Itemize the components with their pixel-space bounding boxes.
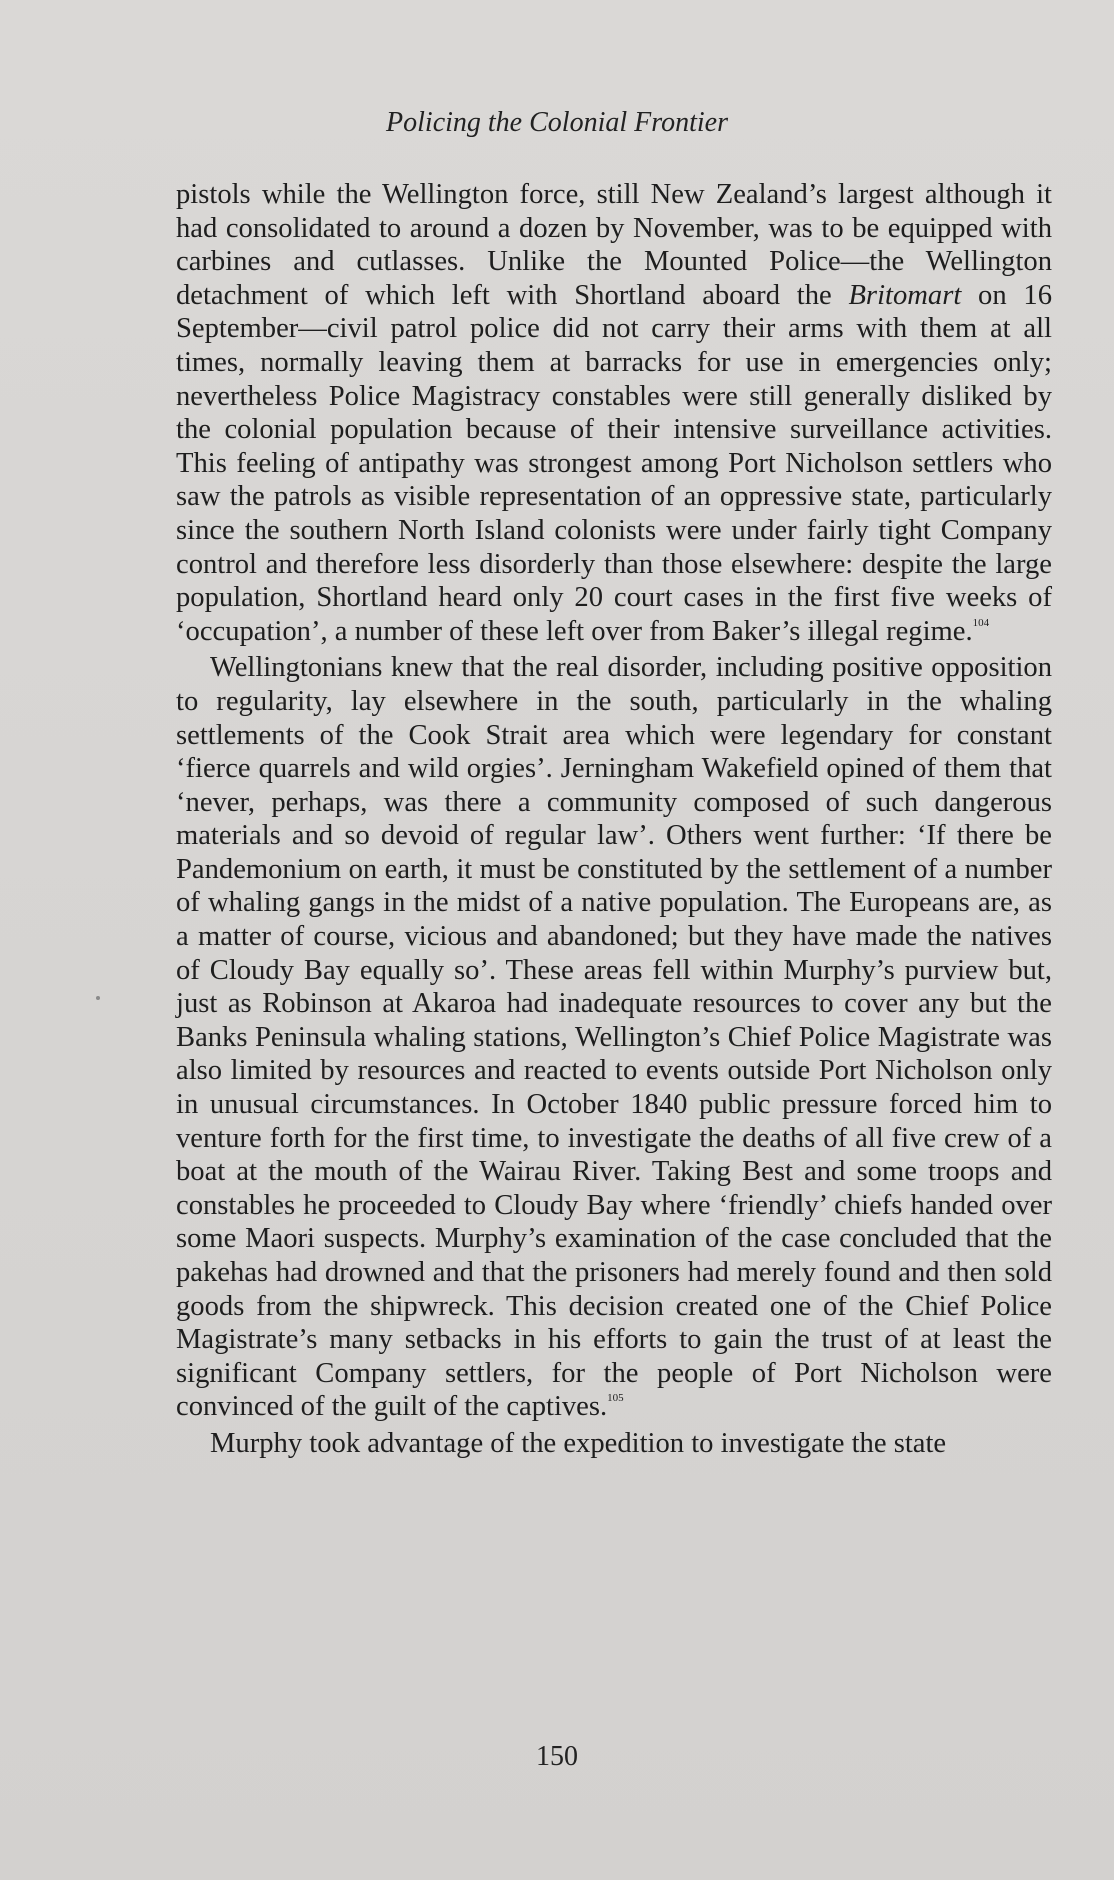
paragraph-3	[176, 1427, 1052, 1461]
footnote-marker-105: 105	[607, 1392, 624, 1405]
paragraph-2	[176, 651, 1052, 1424]
paragraph-3-text: Murphy took advantage of the expedition to investigate the state	[210, 1427, 947, 1459]
running-head: Policing the Colonial Frontier	[386, 107, 728, 138]
ship-name: Britomart	[848, 279, 962, 311]
margin-speck	[96, 996, 100, 1000]
footnote-marker-104: 104	[972, 616, 990, 629]
paragraph-1-text-b: on 16 September—civil patrol police did not carry their arms with them at all times, normally leaving them at barracks for use in emergencies only; nevertheless Police Magistracy constables were still generally disliked by the colonial population because of their intensive surveillance activities. This feeling of antipathy was strongest among Port Nicholson settlers who saw the patrols as visible representation of an oppressive state, particularly since the southern North Island colonists were under fairly tight Company control and therefore less disorderly than those elsewhere: despite the large population, Shortland heard only 20 court cases in the first five weeks of ‘occupation’, a number of these left over from Baker’s illegal regime.	[176, 279, 1052, 647]
paragraph-2-text: Wellingtonians knew that the real disorder, including positive opposition to regularity, lay elsewhere in the south, particularly in the whaling settlements of the Cook Strait area which were legendary for constant ‘fierce quarrels and wild orgies’. Jerningham Wakefield opined of them that ‘never, perhaps, was there a community composed of such dangerous materials and so devoid of regular law’. Others went further: ‘If there be Pandemonium on earth, it must be constituted by the settlement of a number of whaling gangs in the midst of a native population. The Europeans are, as a matter of course, vicious and abandoned; but they have made the natives of Cloudy Bay equally so’. These areas fell within Murphy’s purview but, just as Robinson at Akaroa had inadequate resources to cover any but the Banks Peninsula whaling stations, Wellington’s Chief Police Magistrate was also limited by resources and reacted to events outside Port Nicholson only in unusual circumstances. In October 1840 public pressure forced him to venture forth for the first time, to investigate the deaths of all five crew of a boat at the mouth of the Wairau River. Taking Best and some troops and constables he proceeded to Cloudy Bay where ‘friendly’ chiefs handed over some Maori suspects. Murphy’s examination of the case concluded that the pakehas had drowned and that the prisoners had merely found and then sold goods from the shipwreck. This decision created one of the Chief Police Magistrate’s many setbacks in his efforts to gain the trust of at least the significant Company settlers, for the people of Port Nicholson were convinced of the guilt of the captives.	[176, 652, 1052, 1423]
body-text	[176, 178, 1052, 1461]
paragraph-1	[176, 178, 1052, 648]
paragraph-1-text-a: pistols while the Wellington force, still New Zealand’s largest although it had consolidated to around a dozen by November, was to be equipped with carbines and cutlasses. Unlike the Mounted Police—the Wellington detachment of which left with Shortland aboard the	[176, 179, 1052, 311]
page-number: 150	[536, 1741, 578, 1772]
